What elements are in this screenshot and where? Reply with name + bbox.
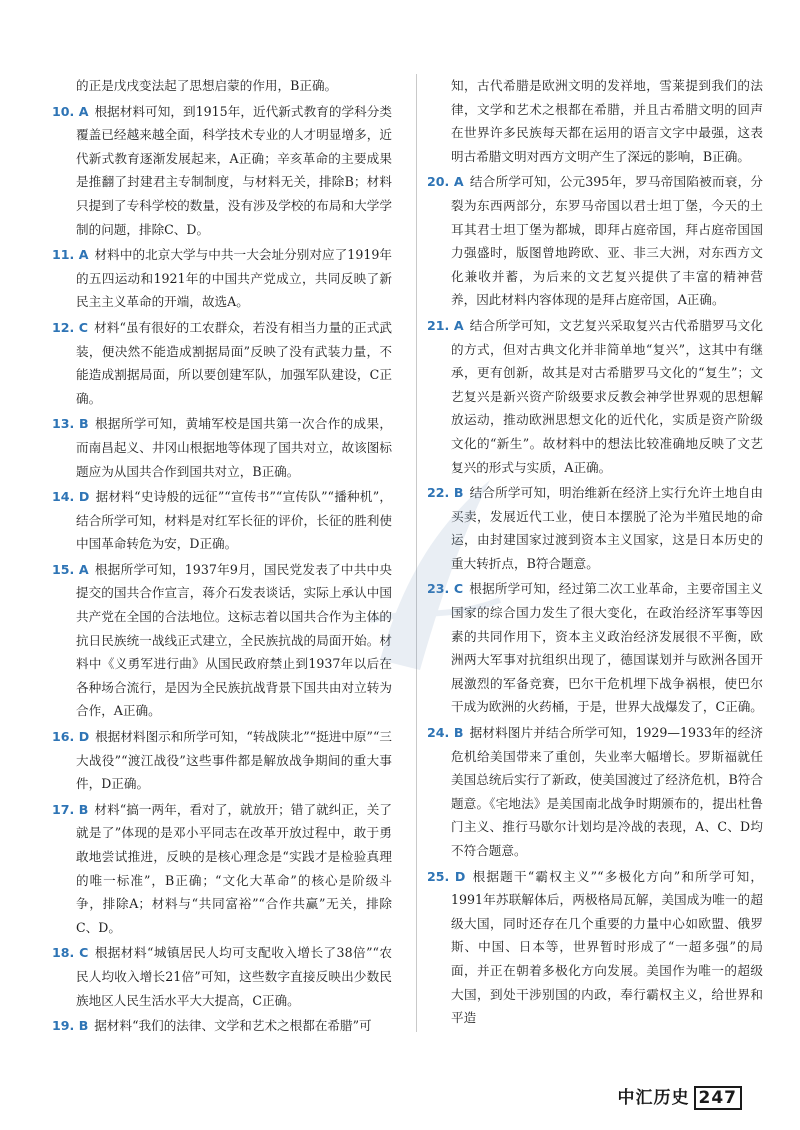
answer-text: 的正是戊戌变法起了思想启蒙的作用，B正确。: [76, 78, 338, 93]
answer-item: [52, 74, 392, 98]
answer-item: [52, 558, 392, 723]
answer-text: 结合所学可知，公元395年，罗马帝国陷被而衰，分裂为东西两部分，东罗马帝国以君士坦丁堡，今天的土耳其君士坦丁堡为都城，即拜占庭帝国，拜占庭帝国国力强盛时，版图曾地跨欧、亚、非三大洲，对东西方文化兼收并蓄，为后来的文艺复兴提供了丰富的精神营养，因此材料内容体现的是拜占庭帝国，A正确。: [451, 174, 763, 308]
question-number: 17. B: [52, 801, 89, 817]
watermark-logo-icon: [360, 470, 510, 680]
answer-text: 根据所学可知，经过第二次工业革命，主要帝国主义国家的综合国力发生了很大变化，在政治经济军事等因素的共同作用下，资本主义政治经济发展很不平衡，欧洲两大军事对抗组织出现了，德国谋划并与欧洲各国开展激烈的军备竞赛，巴尔干危机埋下战争祸根，使巴尔干成为欧洲的火药桶，于是，世界大战爆发了，C正确。: [451, 581, 764, 715]
answer-item: [52, 725, 392, 796]
answer-text: 据材料“我们的法律、文学和艺术之根都在希腊”可: [94, 1018, 372, 1034]
question-number: 23. C: [427, 581, 464, 597]
answer-item: [52, 1014, 392, 1038]
answer-text: 材料中的北京大学与中共一大会址分别对应了1919年的五四运动和1921年的中国共产党成立，共同反映了新民主主义革命的开端，故选A。: [76, 247, 392, 310]
question-number: 15. A: [52, 561, 89, 577]
answer-item: [427, 865, 763, 1030]
answer-item: [52, 412, 392, 483]
answer-item: [427, 170, 763, 312]
answer-item: [52, 243, 392, 314]
question-number: 11. A: [52, 247, 89, 263]
answer-item: [427, 721, 763, 863]
answer-item: [52, 485, 392, 556]
answer-text: 根据所学可知，1937年9月，国民党发表了中共中央提交的国共合作宣言，蒋介石发表谈话，实际上承认中国共产党在全国的合法地位。这标志着以国共合作为主体的抗日民族统一战线正式建立，全民族抗战的局面开始。材料中《义勇军进行曲》从国民政府禁止到1937年以后在各种场合流行，是因为全民族抗战背景下国共由对立转为合作，A正确。: [76, 561, 392, 719]
question-number: 16. D: [52, 729, 90, 745]
question-number: 25. D: [427, 868, 466, 884]
answer-text: 知，古代希腊是欧洲文明的发祥地，雪莱提到我们的法律，文学和艺术之根都在希腊，并且古希腊文明的回声在世界许多民族每天都在运用的语言文字中最强，这表明古希腊文明对西方文明产生了深远的影响，B正确。: [451, 78, 763, 164]
answer-text: 材料“搞一两年，看对了，就放开；错了就纠正，关了就是了”体现的是邓小平同志在改革开放过程中，敢于勇敢地尝试推进，反映的是核心理念是“实践才是检验真理的唯一标准”，B正确；“文化大革命”的核心是阶级斗争，排除A；材料与“共同富裕”“合作共赢”无关，排除C、D。: [76, 801, 392, 935]
left-column: [52, 74, 392, 1040]
question-number: 24. B: [427, 725, 464, 741]
answer-item: [427, 314, 763, 479]
answer-text: 根据材料可知，到1915年，近代新式教育的学科分类覆盖已经越来越全面，科学技术专业的人才明显增多，近代新式教育逐渐发展起来，A正确；辛亥革命的主要成果是推翻了封建君主专制制度，与材料无关，排除B；材料只提到了专科学校的数量，没有涉及学校的布局和大学学制的问题，排除C、D。: [76, 103, 392, 237]
answer-text: 根据材料图示和所学可知，“转战陕北”“挺进中原”“三大战役”“渡江战役”这些事件都是解放战争期间的重大事件，D正确。: [76, 729, 392, 792]
page-footer: [618, 1083, 743, 1110]
question-number: 19. B: [52, 1018, 89, 1034]
answer-text: 据材料图片并结合所学可知，1929—1933年的经济危机给美国带来了重创，失业率大幅增长。罗斯福就任美国总统后实行了新政，使美国渡过了经济危机，B符合题意。《宅地法》是美国南北战争时期颁布的，提出杜鲁门主义、推行马歇尔计划均是冷战的表现，A、C、D均不符合题意。: [451, 725, 763, 858]
question-number: 10. A: [52, 103, 89, 119]
question-number: 12. C: [52, 319, 89, 335]
question-number: 14. D: [52, 489, 90, 505]
answer-text: 结合所学可知，文艺复兴采取复兴古代希腊罗马文化的方式，但对古典文化并非简单地“复兴”，这其中有继承，更有创新，故其是对古希腊罗马文化的“复生”；文艺复兴是新兴资产阶级要求反教会神学世界观的思想解放运动，推动欧洲思想文化的近代化，实质是资产阶级文化的“新生”。故材料中的想法比较准确地反映了文艺复兴的形式与实质，A正确。: [451, 317, 763, 475]
answer-text: 根据材料“城镇居民人均可支配收入增长了38倍”“农民人均收入增长21倍”可知，这些数字直接反映出少数民族地区人民生活水平大大提高，C正确。: [76, 945, 392, 1008]
answer-text: 据材料“史诗般的远征”“宣传书”“宣传队”“播种机”，结合所学可知，材料是对红军长征的评价，长征的胜利使中国革命转危为安，D正确。: [76, 489, 392, 552]
answer-text: 材料“虽有很好的工农群众，若没有相当力量的正式武装，便决然不能造成割据局面”反映了没有武装力量，不能造成割据局面，所以要创建军队，加强军队建设，C正确。: [76, 319, 392, 406]
answer-text: 根据题干“霸权主义”“多极化方向”和所学可知，1991年苏联解体后，两极格局瓦解，美国成为唯一的超级大国，同时还存在几个重要的力量中心如欧盟、俄罗斯、中国、日本等，世界暂时形成了“一超多强”的局面，并正在朝着多极化方向发展。美国作为唯一的超级大国，到处干涉别国的内政，奉行霸权主义，给世界和平造: [451, 868, 763, 1026]
answer-item: [52, 798, 392, 940]
question-number: 13. B: [52, 416, 89, 432]
question-number: 18. C: [52, 945, 89, 961]
question-number: 22. B: [427, 485, 464, 501]
answer-text: 根据所学可知，黄埔军校是国共第一次合作的成果，而南昌起义、井冈山根据地等体现了国共对立，故该图标题应为从国共合作到国共对立，B正确。: [76, 416, 393, 479]
answer-item: [52, 100, 392, 242]
page-number: 247: [694, 1086, 743, 1110]
answer-item: [52, 941, 392, 1012]
answer-item: [427, 74, 763, 168]
subject-label: 中汇历史: [617, 1088, 690, 1108]
answer-text: 结合所学可知，明治维新在经济上实行允许土地自由买卖，发展近代工业，使日本摆脱了沦为半殖民地的命运，由封建国家过渡到资本主义国家，这是日本历史的重大转折点，B符合题意。: [451, 485, 764, 571]
question-number: 21. A: [427, 317, 464, 333]
question-number: 20. A: [427, 174, 464, 190]
answer-item: [52, 316, 392, 410]
